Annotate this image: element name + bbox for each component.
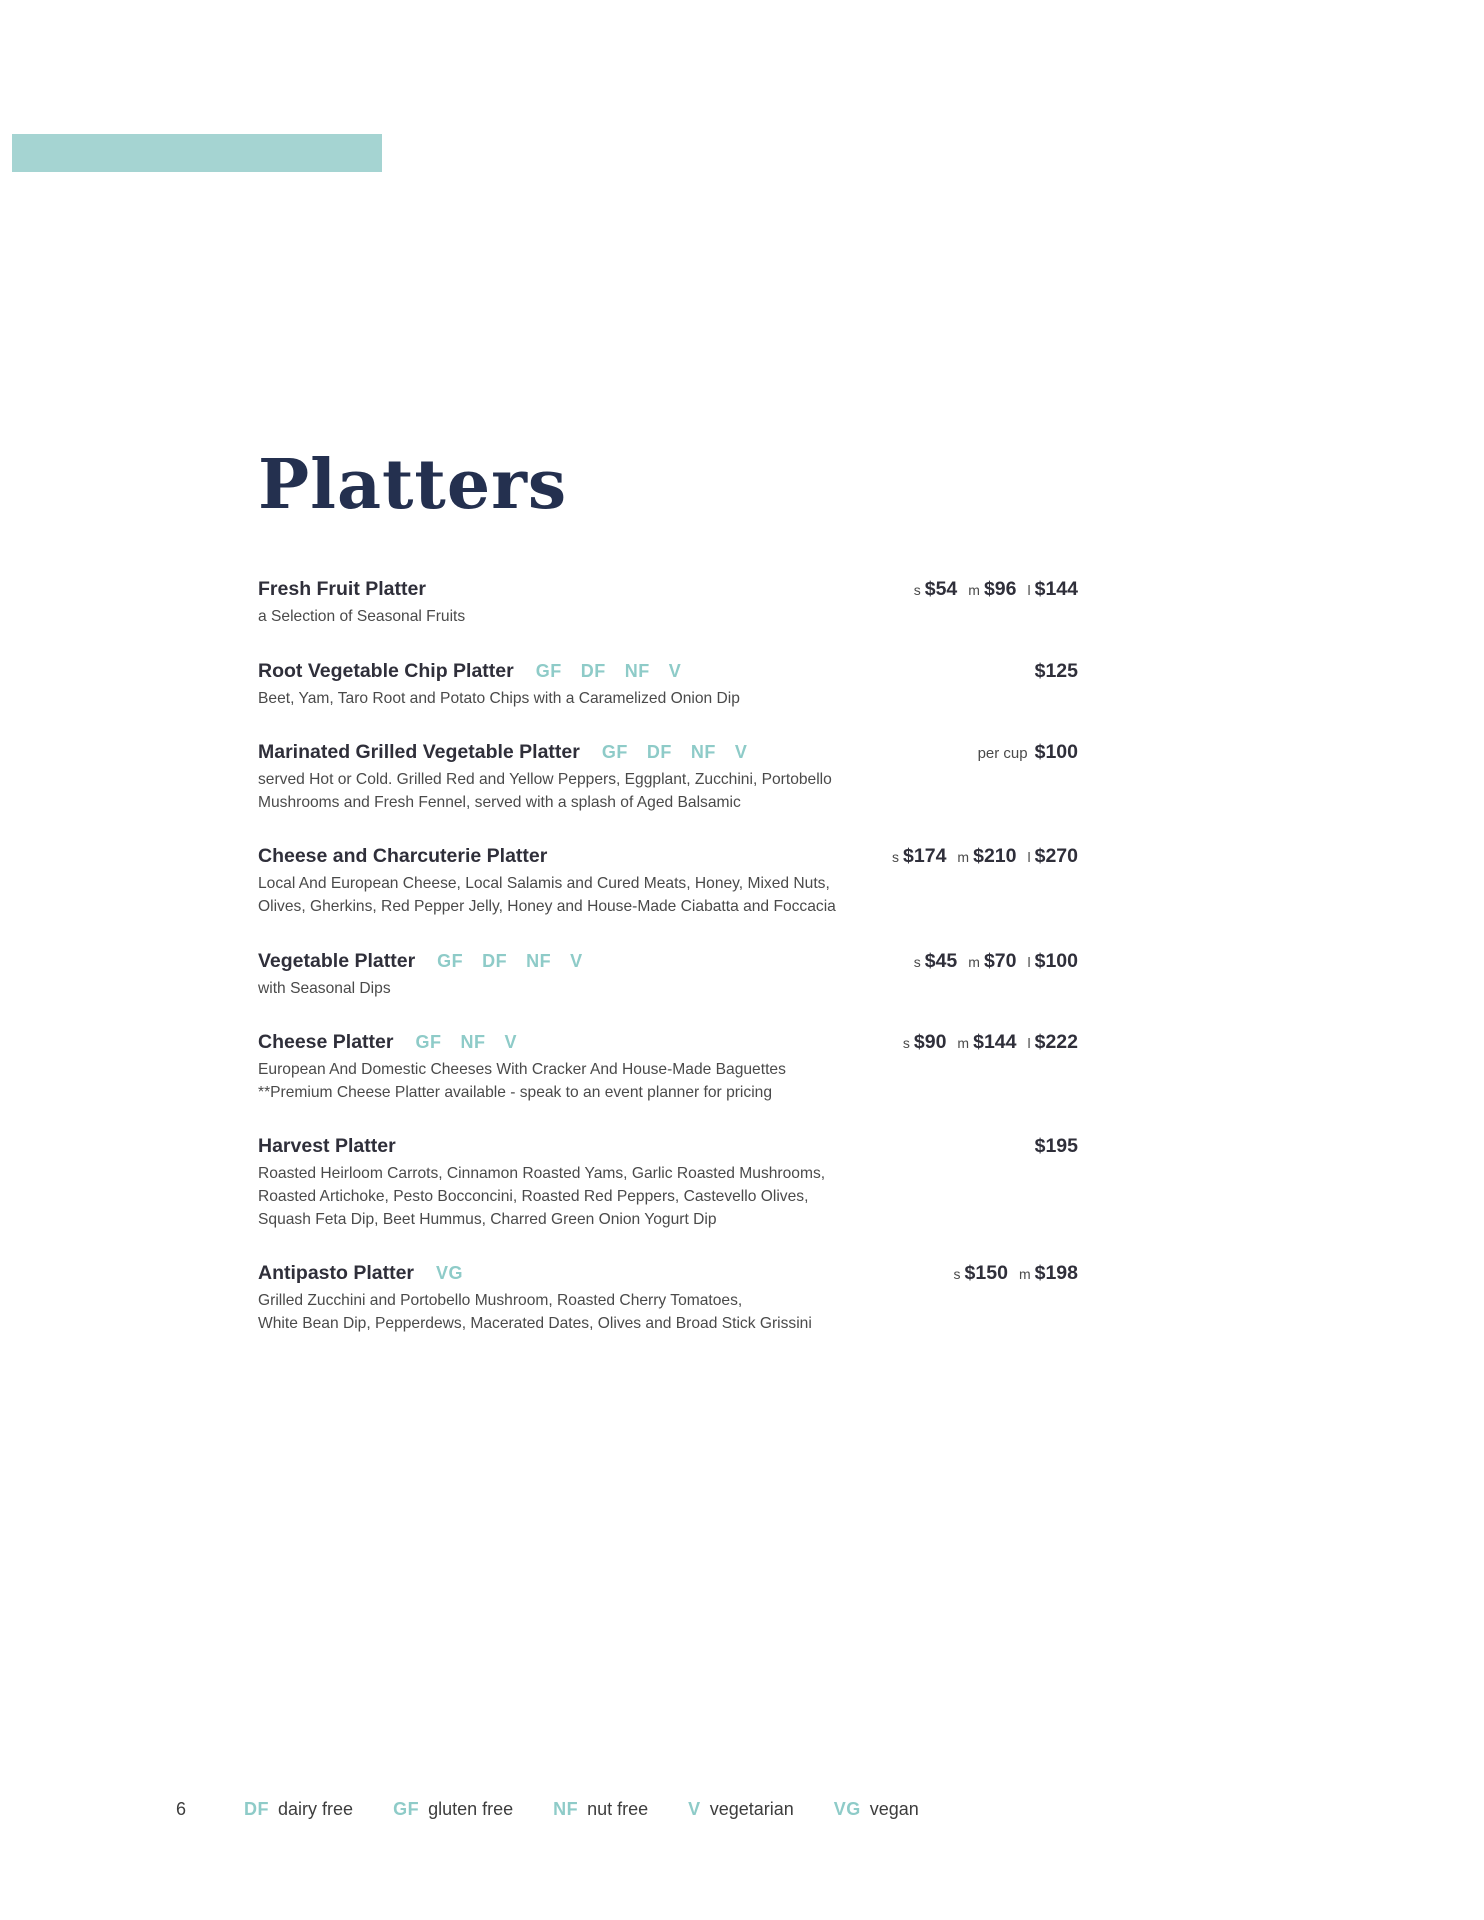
legend-label: gluten free [428,1799,514,1819]
menu-item-name: Cheese Platter [258,1031,394,1054]
price-value: $125 [1034,659,1078,682]
price-value: $222 [1034,1031,1078,1054]
description-line: Roasted Heirloom Carrots, Cinnamon Roasted Yams, Garlic Roasted Mushrooms, [258,1165,826,1183]
legend-label: nut free [587,1799,649,1819]
menu-item [258,1262,1078,1335]
description-line: Grilled Zucchini and Portobello Mushroom, Roasted Cherry Tomatoes, [258,1292,743,1310]
dietary-tags [602,742,748,763]
price-value: $100 [1034,949,1078,972]
description-line: **Premium Cheese Platter available - speak to an event planner for pricing [258,1083,772,1101]
price-size-label: m [1018,1266,1031,1283]
menu-item-name: Cheese and Charcuterie Platter [258,845,548,868]
menu-item-description [258,978,958,1001]
dietary-tags [415,1032,517,1053]
price-size-label: s [913,953,921,970]
menu-item [258,578,1078,629]
description-line: with Seasonal Dips [258,979,391,997]
dietary-tag-gf: GF [535,660,562,681]
description-line: European And Domestic Cheeses With Cracker And House-Made Baguettes [258,1061,786,1079]
dietary-tag-nf: NF [526,950,552,971]
price-size-label: m [968,582,980,598]
dietary-tags [536,661,682,682]
menu-item-list [258,578,1078,1367]
menu-item [258,660,1078,711]
menu-item-description [258,606,958,629]
page-footer [176,1799,959,1820]
price-group [914,578,1078,601]
menu-item-description [258,873,958,918]
price-size-label: l [1027,582,1031,598]
menu-item-description [258,1163,958,1231]
dietary-tags [436,1263,463,1284]
description-line: Olives, Gherkins, Red Pepper Jelly, Honey and House-Made Ciabatta and Foccacia [258,898,836,916]
legend-code: DF [244,1799,270,1819]
dietary-tag-nf: NF [460,1032,486,1053]
legend-item [244,1799,353,1820]
price-group [1035,660,1078,683]
price-size-label: l [1027,1035,1031,1052]
legend-code: VG [833,1799,861,1819]
price-group [892,845,1078,868]
menu-item-name: Fresh Fruit Platter [258,578,426,600]
legend-code: NF [553,1799,579,1819]
legend-item [553,1799,648,1820]
legend-code: GF [393,1799,420,1819]
menu-item-header [258,741,1078,764]
page-title: Platters [258,444,568,525]
price-value: $70 [983,949,1017,972]
price-value: $150 [964,1262,1008,1285]
price-value: $100 [1034,741,1078,764]
dietary-tag-nf: NF [624,660,650,681]
dietary-tag-v: V [570,950,583,971]
accent-bar [12,134,382,172]
dietary-tag-df: DF [580,660,606,681]
description-line: served Hot or Cold. Grilled Red and Yellow Peppers, Eggplant, Zucchini, Portobello [258,771,832,789]
menu-item-name: Marinated Grilled Vegetable Platter [258,741,580,764]
dietary-tag-df: DF [646,742,672,763]
menu-item-header [258,1031,1078,1054]
dietary-tags [437,951,583,972]
menu-item-name: Root Vegetable Chip Platter [258,659,514,682]
price-size-label: m [957,849,970,866]
price-size-label: m [968,953,980,970]
menu-item-header [258,578,1078,601]
menu-item-description [258,1290,958,1335]
price-size-label: per cup [977,745,1028,763]
dietary-tag-df: DF [482,950,508,971]
price-group [1035,1135,1078,1158]
price-value: $210 [973,845,1017,868]
menu-item [258,1031,1078,1104]
price-size-label: l [1027,849,1031,866]
price-value: $270 [1034,845,1078,868]
description-line: Squash Feta Dip, Beet Hummus, Charred Green Onion Yogurt Dip [258,1210,717,1228]
price-value: $144 [1034,578,1078,600]
legend-item [393,1799,513,1820]
dietary-tag-v: V [504,1032,517,1053]
description-line: Local And European Cheese, Local Salamis and Cured Meats, Honey, Mixed Nuts, [258,875,830,893]
price-value: $96 [983,578,1017,600]
menu-item-name: Vegetable Platter [258,949,416,972]
menu-item-name: Antipasto Platter [258,1262,415,1285]
menu-item-name: Harvest Platter [258,1135,396,1158]
legend-item [688,1799,794,1820]
price-group [903,1031,1078,1054]
menu-item [258,950,1078,1001]
price-value: $195 [1034,1135,1078,1158]
price-value: $54 [924,578,958,600]
menu-item [258,741,1078,814]
dietary-tag-gf: GF [415,1032,442,1053]
description-line: Beet, Yam, Taro Root and Potato Chips with a Caramelized Onion Dip [258,689,740,707]
price-size-label: s [913,582,921,598]
menu-item [258,845,1078,918]
menu-item-header [258,950,1078,973]
price-size-label: m [957,1035,970,1052]
description-line: a Selection of Seasonal Fruits [258,608,466,625]
price-value: $198 [1034,1262,1078,1285]
price-value: $144 [973,1031,1017,1054]
page-number: 6 [176,1799,187,1819]
price-value: $174 [903,845,947,868]
menu-item-header [258,660,1078,683]
menu-item-header [258,1135,1078,1158]
legend-item [834,1799,919,1820]
price-value: $45 [924,949,958,972]
price-size-label: s [953,1266,961,1283]
dietary-tag-vg: VG [436,1263,464,1284]
price-size-label: l [1027,953,1031,970]
legend-label: vegan [869,1799,919,1819]
description-line: Mushrooms and Fresh Fennel, served with a splash of Aged Balsamic [258,793,741,811]
dietary-tag-v: V [734,742,748,763]
menu-item-description [258,688,958,711]
legend-label: vegetarian [709,1799,794,1819]
price-size-label: s [902,1035,910,1052]
menu-item-description [258,1059,958,1104]
description-line: White Bean Dip, Pepperdews, Macerated Dates, Olives and Broad Stick Grissini [258,1314,812,1332]
dietary-tag-v: V [668,660,682,681]
price-size-label: s [892,849,900,866]
dietary-tag-gf: GF [437,950,464,971]
menu-item-description [258,769,958,814]
menu-item-header [258,845,1078,868]
dietary-tag-nf: NF [690,742,716,763]
price-group [954,1262,1078,1285]
menu-item [258,1135,1078,1231]
description-line: Roasted Artichoke, Pesto Bocconcini, Roasted Red Peppers, Castevello Olives, [258,1188,809,1206]
menu-item-header [258,1262,1078,1285]
legend-code: V [688,1799,701,1819]
price-group [914,950,1078,973]
price-group [978,741,1078,764]
legend-label: dairy free [278,1799,354,1819]
price-value: $90 [913,1031,947,1054]
dietary-tag-gf: GF [601,742,628,763]
dietary-legend [244,1799,959,1820]
